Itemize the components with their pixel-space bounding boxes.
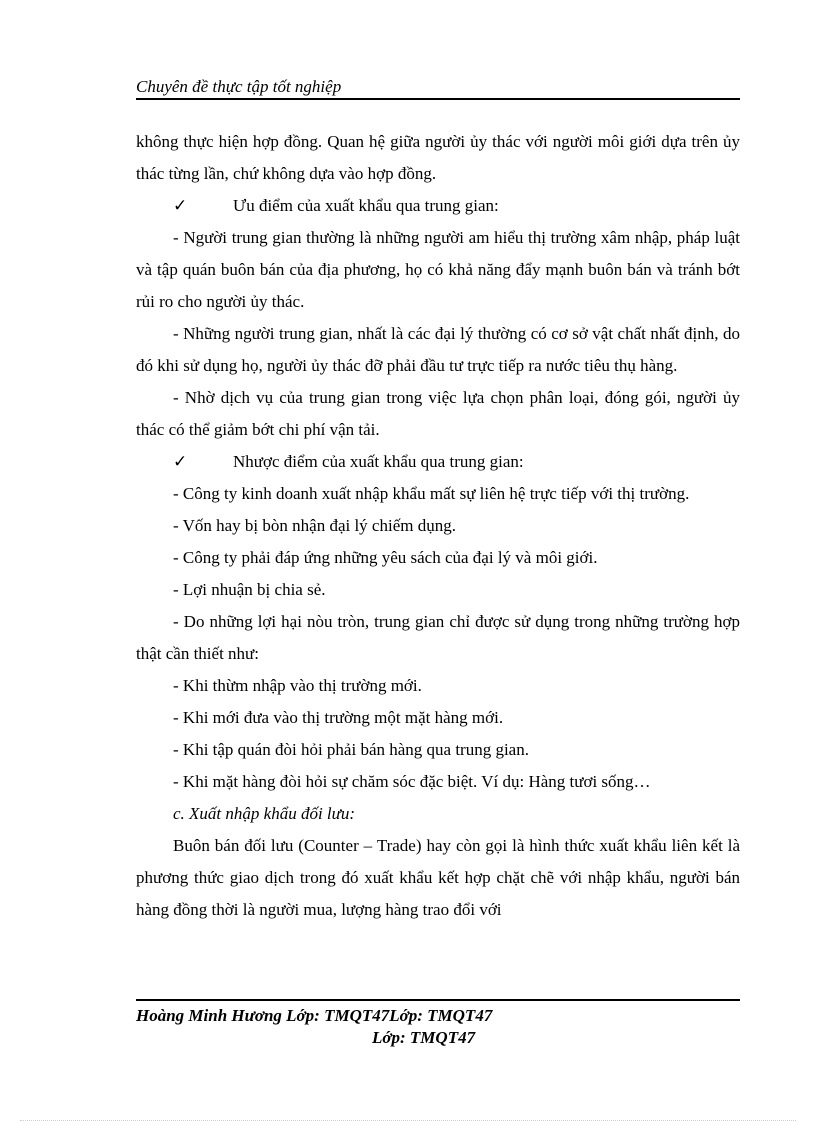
paragraph: - Khi mới đưa vào thị trường một mặt hàng mới.: [173, 708, 504, 727]
section-subheading: c. Xuất nhập khẩu đối lưu:: [173, 804, 356, 823]
paragraph: - Nhờ dịch vụ của trung gian trong việc lựa chọn phân loại, đóng gói, người ủy thác có thể giảm bớt chi phí vận tải.: [136, 388, 740, 439]
page-footer: [136, 1005, 740, 1049]
paragraph: Buôn bán đối lưu (Counter – Trade) hay còn gọi là hình thức xuất khẩu liên kết là phương thức giao dịch trong đó xuất khẩu kết hợp chặt chẽ với nhập khẩu, người bán hàng đồng thời là người mua, lượng hàng trao đổi với: [136, 836, 740, 919]
page-header: [136, 76, 740, 100]
paragraph: - Người trung gian thường là những người am hiểu thị trường xâm nhập, pháp luật và tập quán buôn bán của địa phương, họ có khả năng đẩy mạnh buôn bán và tránh bớt rủi ro cho người ủy thác.: [136, 228, 740, 311]
bullet-item: [136, 446, 740, 478]
footer-class: Lớp: TMQT47: [372, 1028, 476, 1047]
paragraph: - Công ty phải đáp ứng những yêu sách của đại lý và môi giới.: [173, 548, 598, 567]
paragraph: - Lợi nhuận bị chia sẻ.: [173, 580, 326, 599]
paragraph: - Do những lợi hại nòu tròn, trung gian chỉ được sử dụng trong những trường hợp thật cần thiết như:: [136, 612, 740, 663]
bullet-text: Ưu điểm của xuất khẩu qua trung gian:: [233, 196, 499, 215]
footer-author-class: Hoàng Minh Hương Lớp: TMQT47Lớp: TMQT47: [136, 1006, 493, 1025]
paragraph: - Khi tập quán đòi hỏi phải bán hàng qua trung gian.: [173, 740, 529, 759]
paragraph: - Khi thừm nhập vào thị trường mới.: [173, 676, 422, 695]
checkmark-icon: ✓: [173, 452, 188, 471]
bullet-item: [136, 190, 740, 222]
footer-divider: [136, 999, 740, 1001]
page-bottom-border: [20, 1120, 796, 1121]
document-body: [136, 126, 740, 926]
bullet-text: Nhược điểm của xuất khẩu qua trung gian:: [233, 452, 524, 471]
paragraph: - Vốn hay bị bòn nhận đại lý chiếm dụng.: [173, 516, 456, 535]
paragraph: - Công ty kinh doanh xuất nhập khẩu mất sự liên hệ trực tiếp với thị trường.: [173, 484, 690, 503]
checkmark-icon: ✓: [173, 196, 188, 215]
paragraph: - Khi mặt hàng đòi hỏi sự chăm sóc đặc biệt. Ví dụ: Hàng tươi sống…: [173, 772, 651, 791]
header-title: Chuyên đề thực tập tốt nghiệp: [136, 77, 342, 96]
paragraph: - Những người trung gian, nhất là các đại lý thường có cơ sở vật chất nhất định, do đó khi sử dụng họ, người ủy thác đỡ phải đầu tư trực tiếp ra nước tiêu thụ hàng.: [136, 324, 740, 375]
paragraph: không thực hiện hợp đồng. Quan hệ giữa người ủy thác với người môi giới dựa trên ủy thác từng lần, chứ không dựa vào hợp đồng.: [136, 132, 740, 183]
